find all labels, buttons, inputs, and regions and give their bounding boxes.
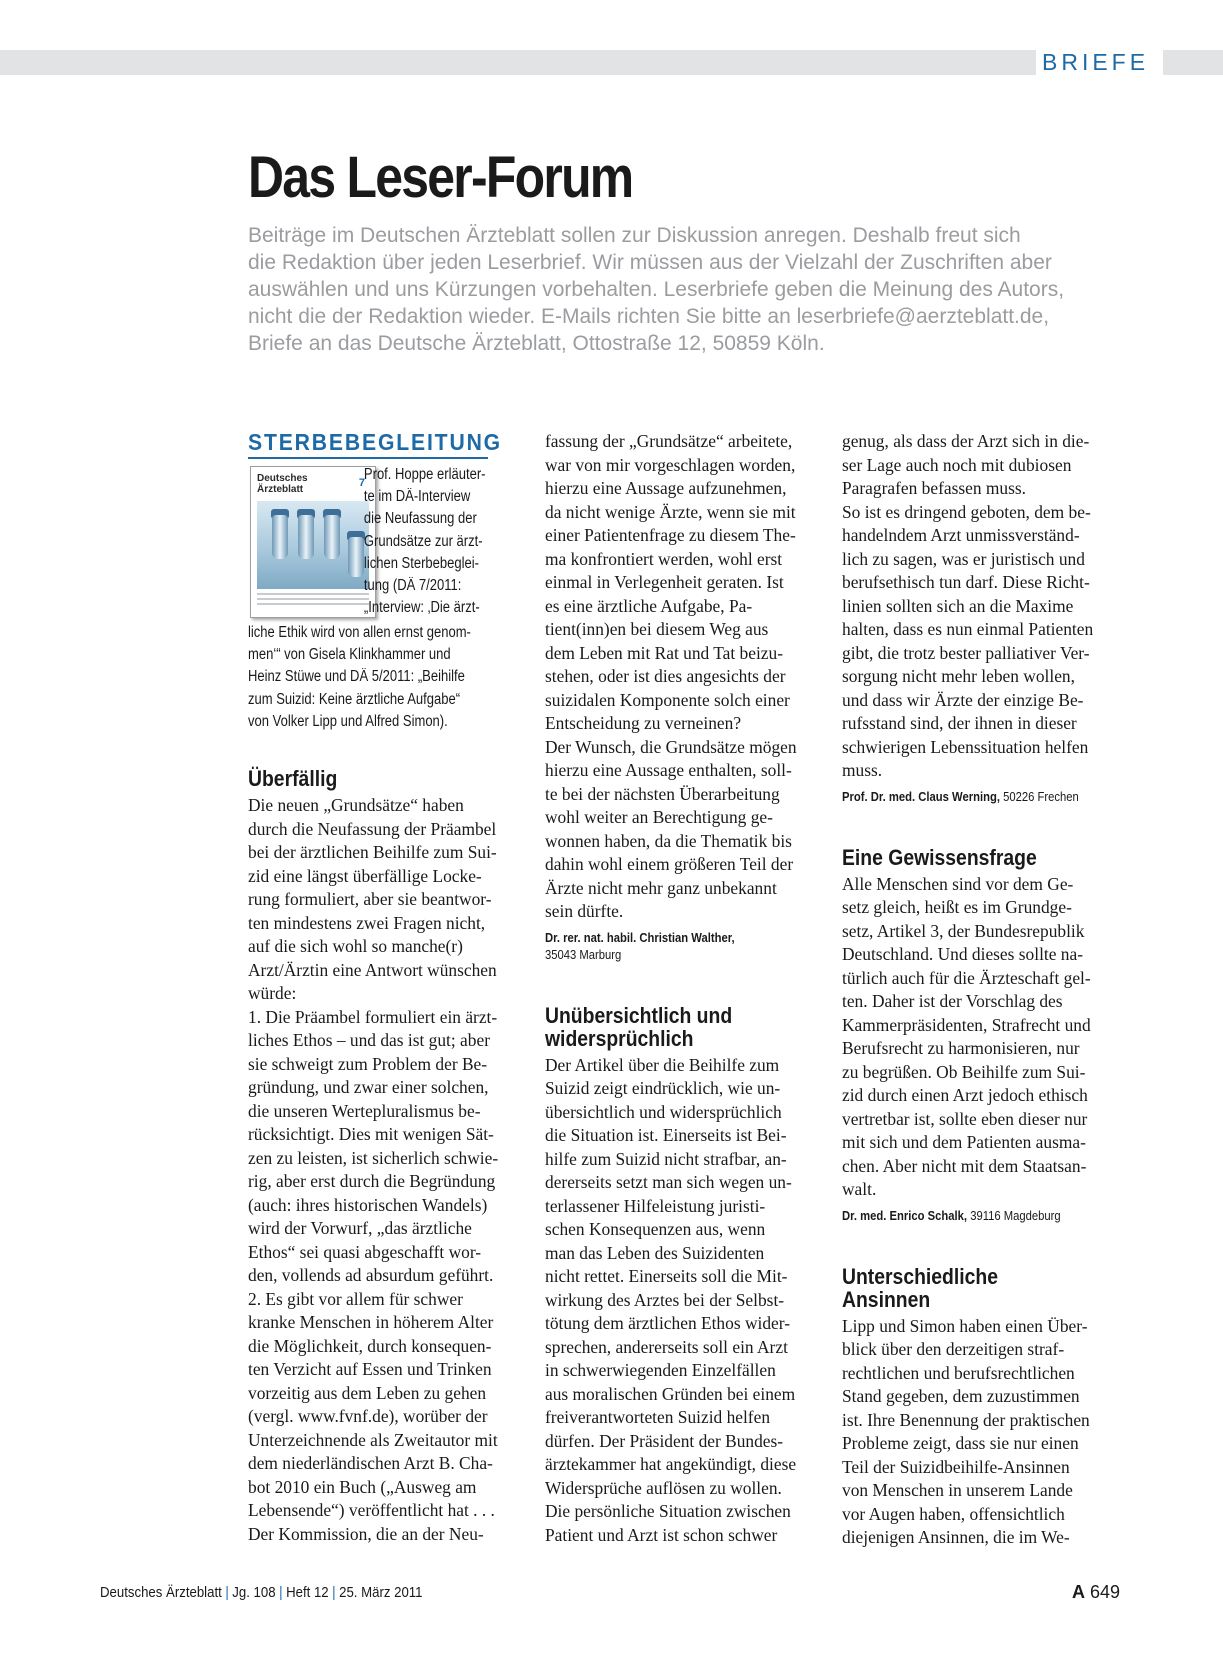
letter-heading-ueberfaellig: Überfällig [248,766,338,792]
footer-journal: Deutsches Ärzteblatt [100,1584,222,1601]
footer-issue: Heft 12 [286,1584,329,1601]
letter-heading-unuebersichtlich: Unübersichtlich und widersprüchlich [545,1002,733,1051]
intro-line: auswählen und uns Kürzungen vorbehalten. Leserbriefe geben die Meinung des Autors, [248,278,1065,301]
letter-body-gewissensfrage: Alle Menschen sind vor dem Ge- setz gleich, heißt es im Grundge- setz, Artikel 3, der Bundesrepublik Deutschland. Und dieses sollte na- türlich auch für die Ärzteschaft gel- ten. Daher ist der Vorschlag des Kammerpräsidenten, Strafrecht und Berufsrecht zu harmonisieren, nur zu begrüßen. Ob Beihilfe zum Sui- zid durch einen Arzt jedoch ethisch vertretbar ist, sollte eben dieser nur mit sich und dem Patienten ausma- chen. Aber nicht mit dem Staatsan- walt. [842,873,1091,1199]
letter-body-unuebersichtlich: Der Artikel über die Beihilfe zum Suizid zeigt eindrücklich, wie un- übersichtlich und widersprüchlich die Situation ist. Einerseits ist Bei- hilfe zum Suizid nicht strafbar, an- dererseits setzt man sich wegen un- terlassener Hilfeleistung juristi- schen Konsequenzen aus, wenn man das Leben des Suizidenten nicht rettet. Einerseits soll die Mit- wirkung des Arztes bei der Selbst- tötung dem ärztlichen Ethos wider- sprechen, andererseits soll ein Arzt in schwerwiegenden Einzelfällen aus moralischen Gründen bei einem freiverantworteten Suizid helfen dürfen. Der Präsident der Bundes- ärztekammer hat angekündigt, diese Widersprüche auflösen zu wollen. Die persönliche Situation zwischen Patient und Arzt ist schon schwer [545,1054,797,1545]
footer-date: 25. März 2011 [339,1584,423,1601]
topic-divider [248,457,488,459]
signature-schalk: Dr. med. Enrico Schalk, 39116 Magdeburg [842,1208,1061,1223]
intro-line: nicht die der Redaktion wieder. E-Mails richten Sie bitte an leserbriefe@aerzteblatt.de, [248,305,1050,328]
letter-heading-ansinnen: Unterschiedliche Ansinnen [842,1263,999,1312]
signature-werning: Prof. Dr. med. Claus Werning, 50226 Frechen [842,789,1079,804]
intro-paragraph [248,222,1148,357]
intro-line: Briefe an das Deutsche Ärzteblatt, Ottostraße 12, 50859 Köln. [248,332,825,355]
footer-volume: Jg. 108 [232,1584,276,1601]
letter-heading-gewissensfrage: Eine Gewissensfrage [842,844,1037,870]
intro-line: die Redaktion über jeden Leserbrief. Wir müssen aus der Vielzahl der Zuschriften aber [248,251,1052,274]
column-2 [545,430,825,1547]
cover-masthead: Deutsches Ärzteblatt [257,473,308,495]
signature-walther: Dr. rer. nat. habil. Christian Walther, 35043 Marburg [545,930,735,962]
column-1 [248,428,525,1546]
letter-body-ueberfaellig-continued: fassung der „Grundsätze“ arbeitete, war von mir vorgeschlagen worden, hierzu eine Aussage aufzunehmen, da nicht wenige Ärzte, wenn sie mit einer Patientenfrage zu diesem The- ma konfrontiert werden, wohl erst einmal in Verlegenheit geraten. Ist es eine ärztliche Aufgabe, Pa- tient(inn)en bei diesem Weg aus dem Leben mit Rat und Tat beizu- stehen, oder ist dies angesichts der suizidalen Komponente solch einer Entscheidung zu verneinen? Der Wunsch, die Grundsätze mögen hierzu eine Aussage enthalten, soll- te bei der nächsten Überarbeitung wohl weiter an Berechtigung ge- wonnen haben, da die Thematik bis dahin wohl einem größeren Teil der Ärzte nicht mehr ganz unbekannt sein dürfte. [545,431,797,921]
letter-body-unuebersichtlich-continued: genug, als dass der Arzt sich in die- ser Lage auch noch mit dubiosen Paragrafen befassen muss. So ist es dringend geboten, dem be- handelndem Arzt unmissverständ- lich zu sagen, was er juristisch und berufsethisch tun darf. Diese Richt- linien sollten sich an die Maxime halten, dass es nun einmal Patienten gibt, die trotz bester palliativer Ver- sorgung nicht mehr leben wollen, und dass wir Ärzte der einzige Be- rufsstand sind, der ihnen in dieser schwierigen Lebenssituation helfen muss. [842,431,1094,780]
topic-lead: Prof. Hoppe erläuter- te im DÄ-Interview die Neufassung der Grundsätze zur ärzt- lichen Sterbebeglei- tung (DÄ 7/2011: „Interview: ‚Die ärzt- liche Ethik wird von allen ernst genom- men‘“ von Gisela Klinkhammer und Heinz Stüwe und DÄ 5/2011: „Beihilfe zum Suizid: Keine ärztliche Aufgabe“ von Volker Lipp und Alfred Simon). [248,466,486,730]
letter-body-ansinnen: Lipp und Simon haben einen Über- blick über den derzeitigen straf- rechtlichen und berufsrechtlichen Stand gegeben, dem zuzustimmen ist. Ihre Benennung der praktischen Probleme zeigt, dass sie nur einen Teil der Suizidbeihilfe-Ansinnen von Menschen in unserem Lande vor Augen haben, offensichtlich diejenigen Ansinnen, die im We- [842,1315,1090,1547]
section-label: BRIEFE [1036,48,1163,76]
footer-citation: Deutsches Ärzteblatt | Jg. 108 | Heft 12 | 25. März 2011 [100,1584,423,1601]
cover-issue-number: 7 [358,477,365,489]
letter-body-ueberfaellig: Die neuen „Grundsätze“ haben durch die Neufassung der Präambel bei der ärztlichen Beihilfe zum Sui- zid eine längst überfällige Locke- rung formuliert, aber sie beantwor- ten mindestens zwei Fragen nicht, auf die sich wohl so manche(r) Arzt/Ärztin eine Antwort wünschen würde: 1. Die Präambel formuliert ein ärzt- liches Ethos – und das ist gut; aber sie schweigt zum Problem der Be- gründung, und zwar einer solchen, die unseren Wertepluralismus be- rücksichtigt. Dies mit wenigen Sät- zen zu leisten, ist sicherlich schwie- rig, aber erst durch die Begründung (auch: ihres historischen Wandels) wird der Vorwurf, „das ärztliche Ethos“ sei quasi abgeschafft wor- den, vollends ad absurdum geführt. 2. Es gibt vor allem für schwer kranke Menschen in höherem Alter die Möglichkeit, durch konsequen- ten Verzicht auf Essen und Trinken vorzeitig aus dem Leben zu gehen (vergl. www.fvnf.de), worüber der Unterzeichnende als Zweitautor mit dem niederländischen Arzt B. Cha- bot 2010 ein Buch („Ausweg am Lebensende“) veröffentlicht hat . . . Der Kommission, die an der Neu- [248,795,499,1544]
page-number: A 649 [1071,1582,1120,1602]
intro-line: Beiträge im Deutschen Ärzteblatt sollen zur Diskussion anregen. Deshalb freut sich [248,224,1021,247]
page-title: Das Leser-Forum [248,145,633,210]
column-3 [842,430,1122,1550]
topic-label: STERBEBEGLEITUNG [248,429,502,455]
